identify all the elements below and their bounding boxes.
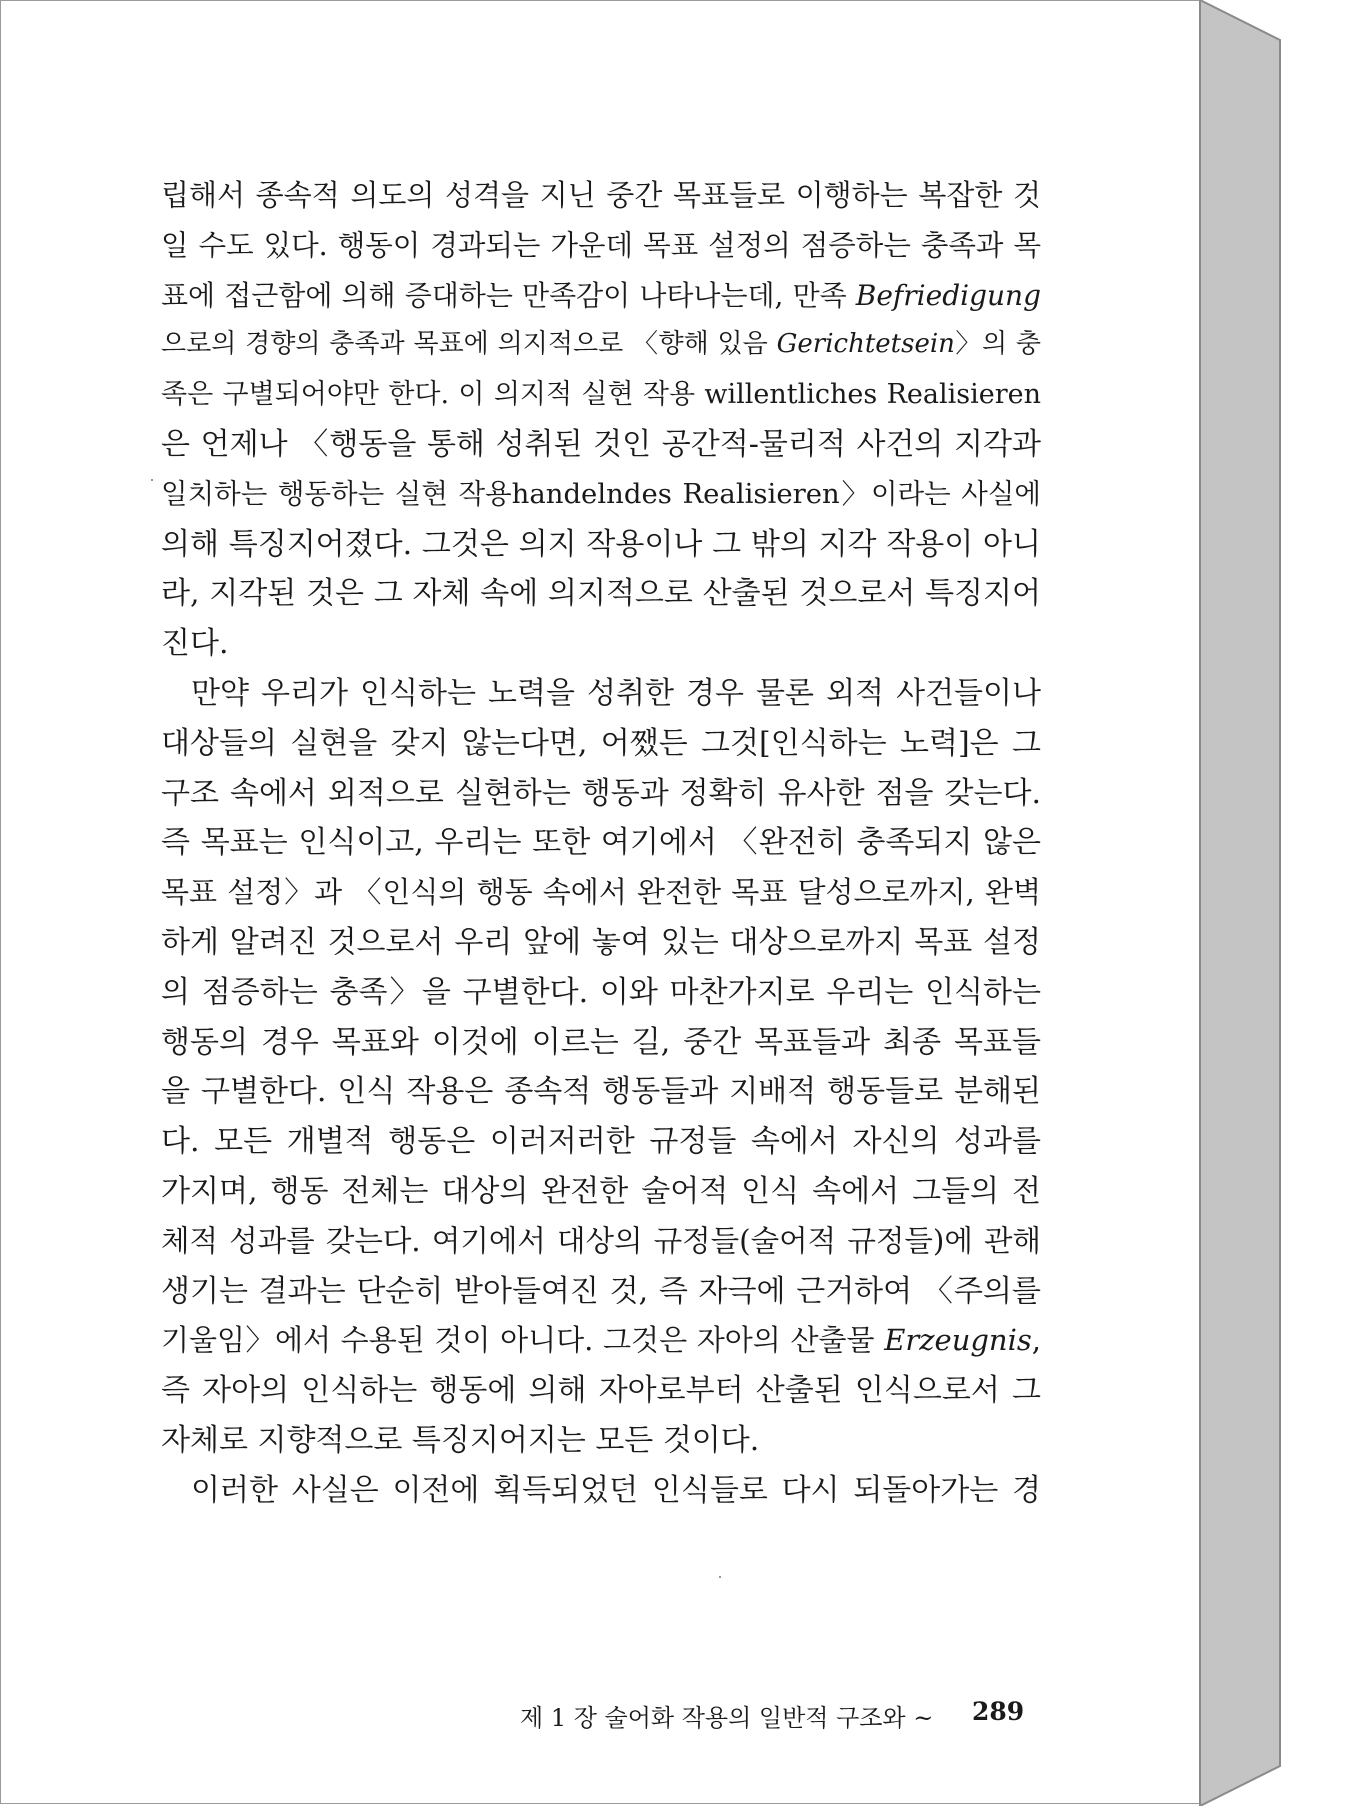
line-text: 만약 우리가 인식하는 노력을 성취한 경우 물론 외적 사건들이나 [191,675,1041,711]
line-text: 구조 속에서 외적으로 실현하는 행동과 정확히 유사한 점을 갖는다. [161,775,1041,811]
line-text: 자체로 지향적으로 특징지어지는 모든 것이다. [161,1422,760,1458]
line-text: 으로의 경향의 충족과 목표에 의지적으로 〈향해 있음 [161,329,777,360]
line-text: 하게 알려진 것으로서 우리 앞에 놓여 있는 대상으로까지 목표 설정 [161,924,1041,960]
line-text: 기울임〉에서 수용된 것이 아니다. 그것은 자아의 산출물 [161,1323,885,1358]
line-text: , [1031,1323,1041,1358]
running-head: 제 1 장 술어화 작용의 일반적 구조와 ~ [520,1704,934,1732]
line-text: 진다. [161,626,229,662]
line-text: 립해서 종속적 의도의 성격을 지닌 중간 목표들로 이행하는 복잡한 것 [161,178,1041,212]
line-text: 의 점증하는 충족〉을 구별한다. 이와 마찬가지로 우리는 인식하는 [161,974,1041,1010]
line-text: 표에 접근함에 의해 증대하는 만족감이 나타나는데, 만족 [161,278,856,312]
line-text: 행동의 경우 목표와 이것에 이르는 길, 중간 목표들과 최종 목표들 [161,1024,1041,1060]
german-term: Befriedigung [855,278,1041,312]
line-text: 라, 지각된 것은 그 자체 속에 의지적으로 산출된 것으로서 특징지어 [161,576,1041,612]
line-text: 즉 목표는 인식이고, 우리는 또한 여기에서 〈완전히 충족되지 않은 [161,825,1041,861]
line-text: 목표 설정〉과 〈인식의 행동 속에서 완전한 목표 달성으로까지, 완벽 [161,875,1041,910]
page-number: 289 [972,1697,1025,1726]
line-text: 가지며, 행동 전체는 대상의 완전한 술어적 인식 속에서 그들의 전 [161,1173,1041,1209]
line-text: 의해 특징지어졌다. 그것은 의지 작용이나 그 밖의 지각 작용이 아니 [161,526,1041,562]
german-term: Erzeugnis [884,1323,1032,1358]
german-term: Gerichtetsein [776,329,955,360]
line-text: 일치하는 행동하는 실현 작용handelndes Realisieren〉이라는 사실에 [161,477,1041,510]
line-text: 은 언제나 〈행동을 통해 성취된 것인 공간적-물리적 사건의 지각과 [161,426,1041,462]
line-text: 일 수도 있다. 행동이 경과되는 가운데 목표 설정의 점증하는 충족과 목 [161,228,1041,262]
line-text: 생기는 결과는 단순히 받아들여진 것, 즉 자극에 근거하여 〈주의를 [161,1273,1041,1309]
line-text: 체적 성과를 갖는다. 여기에서 대상의 규정들(술어적 규정들)에 관해 [161,1223,1041,1258]
line-text: 이러한 사실은 이전에 획득되었던 인식들로 다시 되돌아가는 경 [191,1472,1041,1508]
line-text: 다. 모든 개별적 행동은 이러저러한 규정들 속에서 자신의 성과를 [161,1124,1041,1160]
line-text: 대상들의 실현을 갖지 않는다면, 어쨌든 그것[인식하는 노력]은 그 [161,725,1041,761]
line-text: 즉 자아의 인식하는 행동에 의해 자아로부터 산출된 인식으로서 그 [161,1373,1041,1409]
line-text: 〉의 충 [954,329,1042,360]
line-text: 족은 구별되어야만 한다. 이 의지적 실현 작용 willentliches Realisieren [161,379,1041,411]
line-text: 을 구별한다. 인식 작용은 종속적 행동들과 지배적 행동들로 분해된 [161,1074,1041,1110]
